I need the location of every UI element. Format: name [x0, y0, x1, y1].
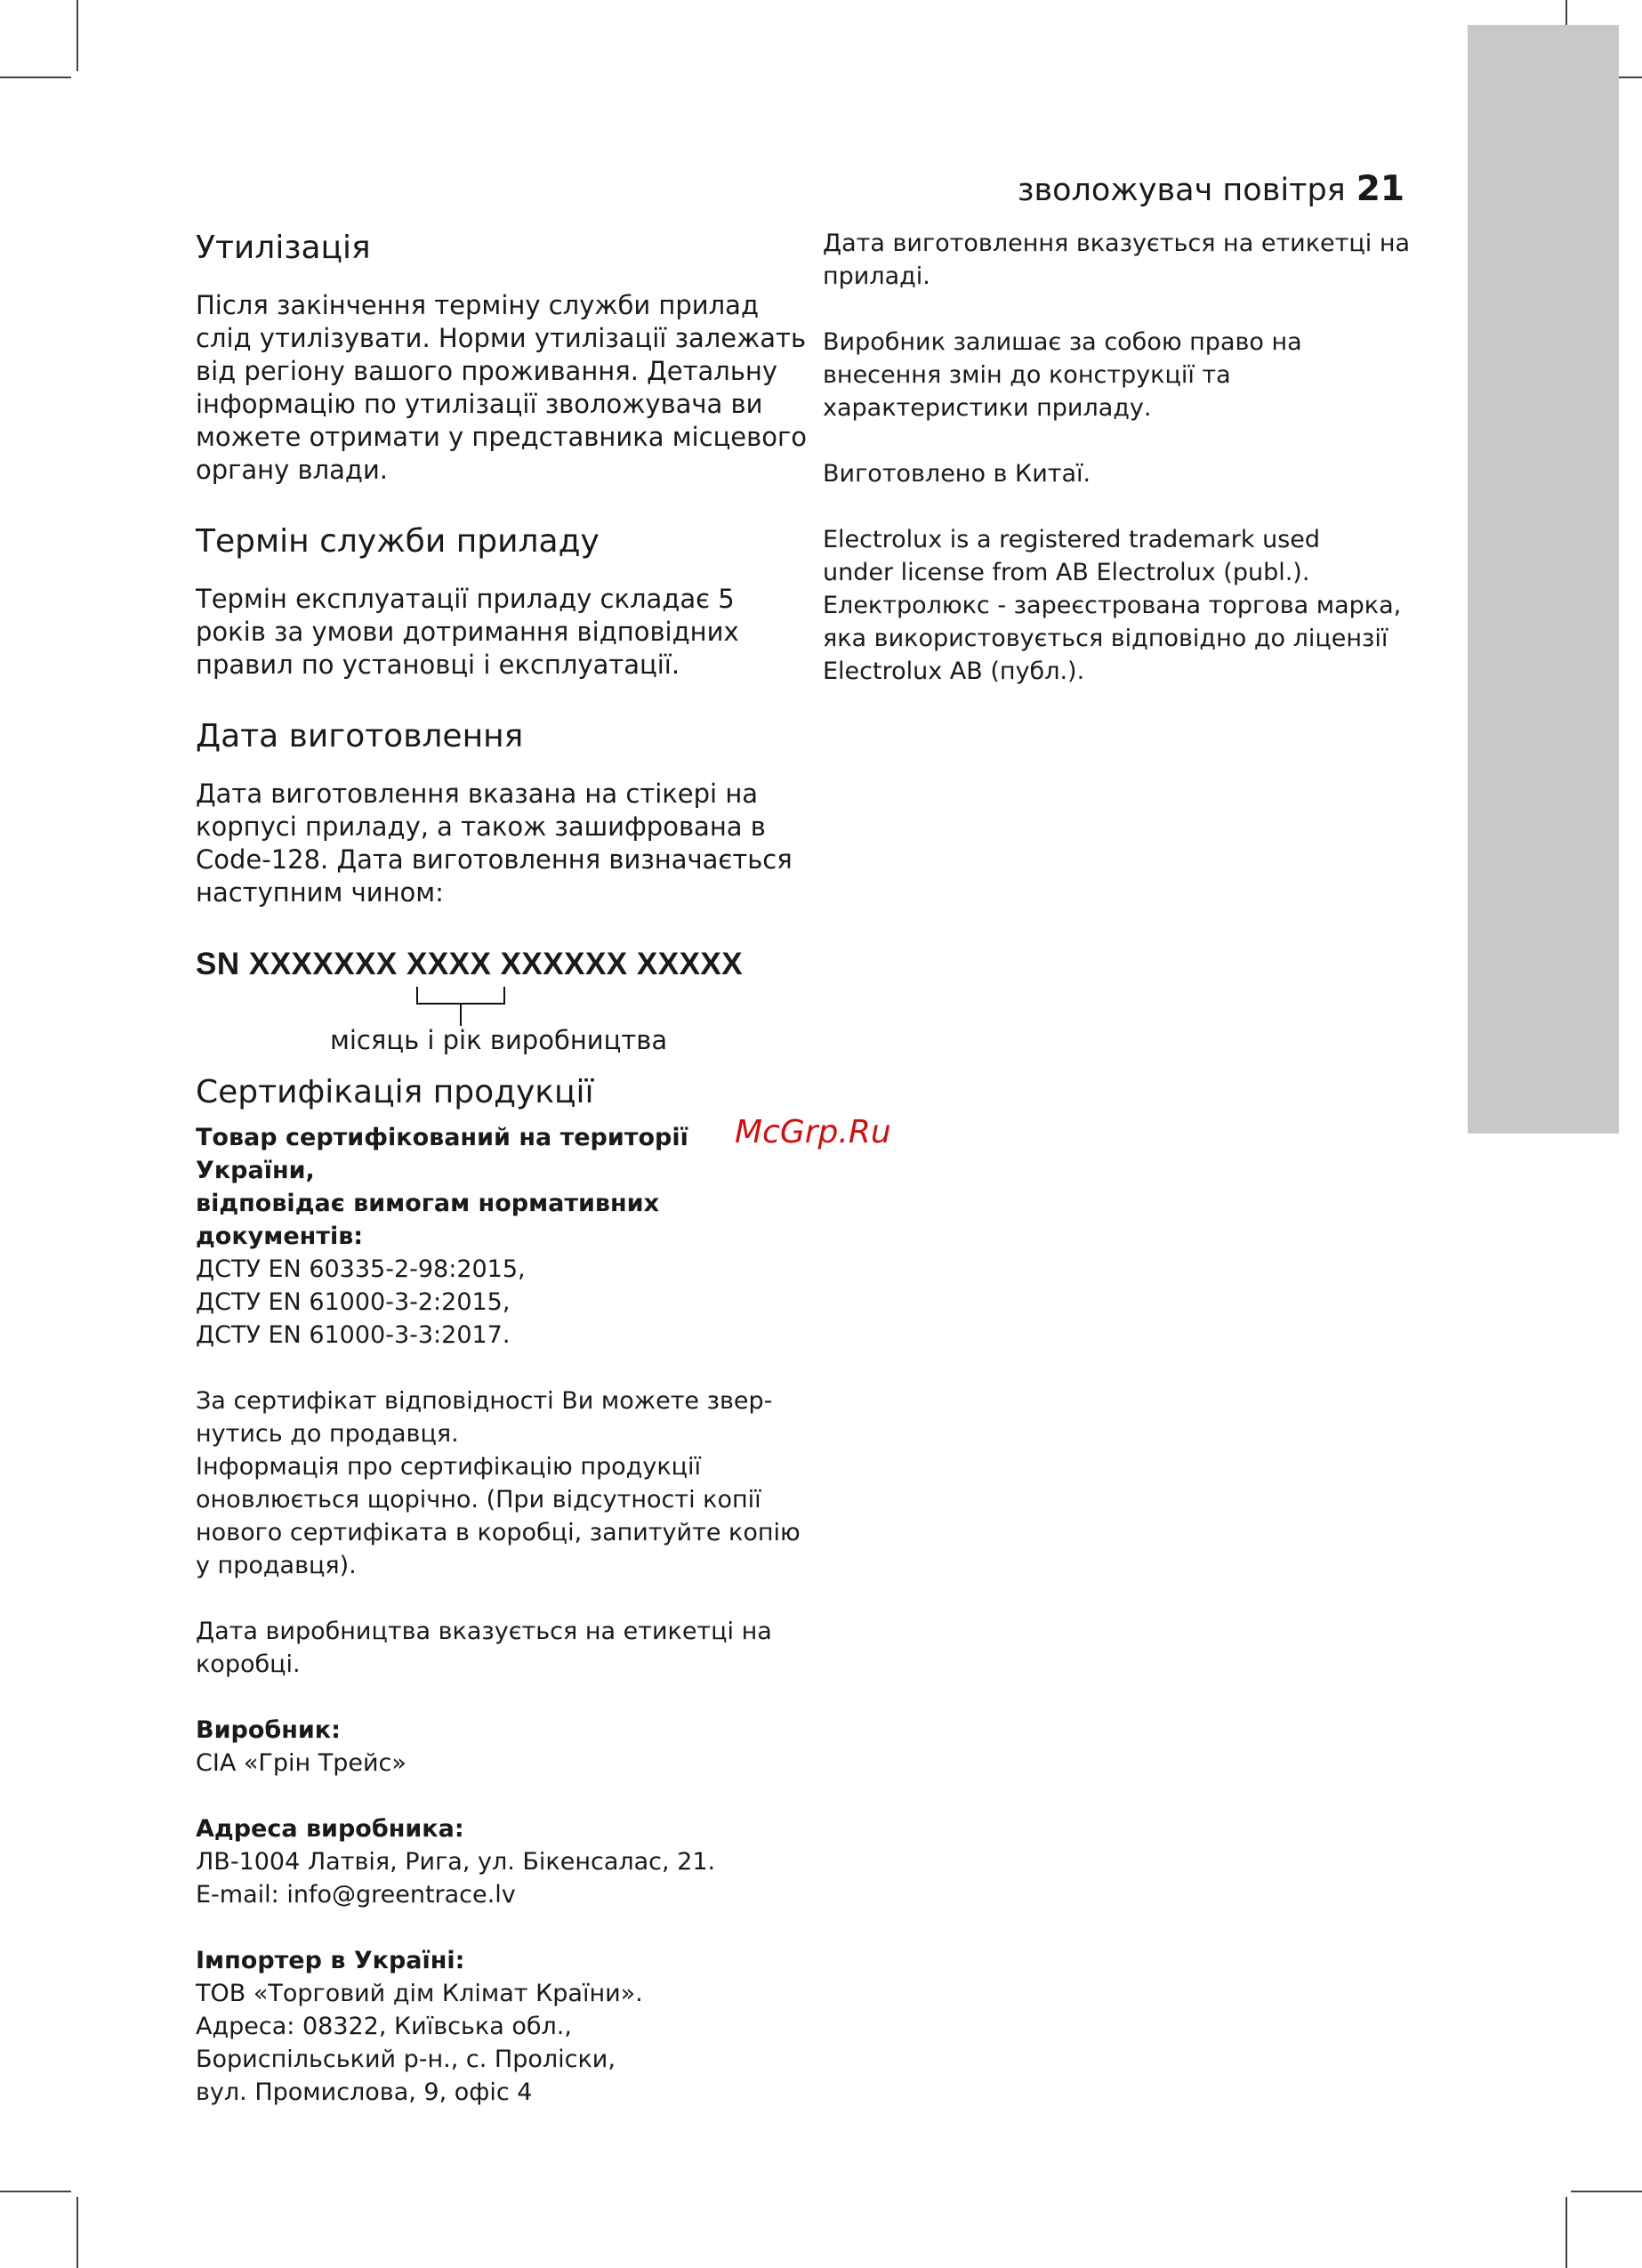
serial-bracket-stem — [460, 1004, 462, 1026]
serial-number-format: SN XXXXXXX XXXX XXXXXX XXXXX — [196, 947, 744, 981]
serial-caption: місяць і рік виробництва — [330, 1025, 668, 1055]
trademark-line: яка використовується відповідно до ліцензії — [823, 625, 1388, 652]
crop-mark — [76, 2197, 78, 2268]
manufacture-date-section — [196, 715, 809, 1055]
watermark: McGrp.Ru — [735, 1114, 891, 1150]
service-life-section — [196, 521, 809, 682]
certificate-text: За сертифікат відповідності Ви можете звер-нутись до продавця. — [196, 1387, 773, 1448]
standard-line: ДСТУ EN 60335-2-98:2015, — [196, 1255, 526, 1283]
importer-line: вул. Промислова, 9, офіс 4 — [196, 2078, 533, 2106]
standard-line: ДСТУ EN 61000-3-2:2015, — [196, 1288, 511, 1316]
email-line: E-mail: info@greentrace.lv — [196, 1881, 516, 1909]
crop-mark — [1571, 2191, 1642, 2192]
trademark-line: Electrolux is a registered trademark used — [823, 526, 1321, 553]
importer-line: Адреса: 08322, Київська обл., — [196, 2013, 572, 2040]
standard-line: ДСТУ EN 61000-3-3:2017. — [196, 1321, 511, 1349]
serial-number-diagram — [196, 947, 809, 1055]
changes-notice: Виробник залишає за собою право на внесення змін до конструкції та характеристики приладу. — [823, 328, 1302, 422]
made-in-text: Виготовлено в Китаї. — [823, 460, 1091, 488]
side-tab — [1468, 25, 1619, 1134]
disposal-heading: Утилізація — [196, 230, 371, 266]
running-head-title: зволожувач повітря — [1017, 173, 1346, 208]
certification-bold-line: Товар сертифікований на території України, — [196, 1124, 688, 1184]
address-line: ЛВ-1004 Латвія, Рига, ул. Бікенсалас, 21. — [196, 1848, 716, 1876]
manufacture-date-heading: Дата виготовлення — [196, 718, 524, 755]
running-head — [1018, 169, 1405, 209]
disposal-text: Після закінчення терміну служби прилад слід утилізувати. Норми утилізації залежать від регіону вашого проживання. Детальну інформацію по утилізації зволожувача ви можете отримати у представника місцевого органу влади. — [196, 290, 807, 485]
manufacturer-name: СІА «Грін Трейс» — [196, 1749, 406, 1777]
importer-label: Імпортер в Україні: — [196, 1947, 465, 1974]
right-column — [823, 227, 1428, 688]
service-life-text: Термін експлуатації приладу складає 5 років за умови дотримання відповідних правил по установці і експлуатації. — [196, 584, 739, 680]
page-number: 21 — [1356, 169, 1405, 209]
label-date-text: Дата виготовлення вказується на етикетці на приладі. — [823, 230, 1411, 290]
trademark-line: Electrolux AB (публ.). — [823, 658, 1085, 685]
crop-mark — [0, 2191, 71, 2192]
left-column — [196, 227, 809, 2109]
manufacture-date-text: Дата виготовлення вказана на стікері на корпусі приладу, а також зашифрована в Code-128. Дата виготовлення визначається наступним чином: — [196, 779, 793, 908]
crop-mark — [0, 77, 71, 78]
certification-bold-line: відповідає вимогам нормативних документів: — [196, 1190, 660, 1250]
manufacturer-label: Виробник: — [196, 1716, 341, 1744]
certification-section — [196, 1071, 809, 2109]
trademark-line: Електролюкс - зареєстрована торгова марка, — [823, 592, 1402, 619]
address-label: Адреса виробника: — [196, 1815, 464, 1843]
service-life-heading: Термін служби приладу — [196, 523, 600, 560]
crop-mark — [76, 0, 78, 71]
box-date-text: Дата виробництва вказується на етикетці на коробці. — [196, 1618, 772, 1678]
certification-update-text: Інформація про сертифікацію продукції оновлюється щорічно. (При відсутності копії нового сертифіката в коробці, запитуйте копію у продавця). — [196, 1453, 801, 1579]
serial-bracket — [416, 987, 505, 1005]
certification-heading: Сертифікація продукції — [196, 1074, 594, 1110]
importer-line: ТОВ «Торговий дім Клімат Країни». — [196, 1980, 643, 2007]
importer-line: Бориспільський р-н., с. Пролiски, — [196, 2046, 616, 2073]
crop-mark — [1566, 2197, 1567, 2268]
trademark-line: under license from AB Electrolux (publ.). — [823, 559, 1310, 586]
disposal-section — [196, 227, 809, 487]
